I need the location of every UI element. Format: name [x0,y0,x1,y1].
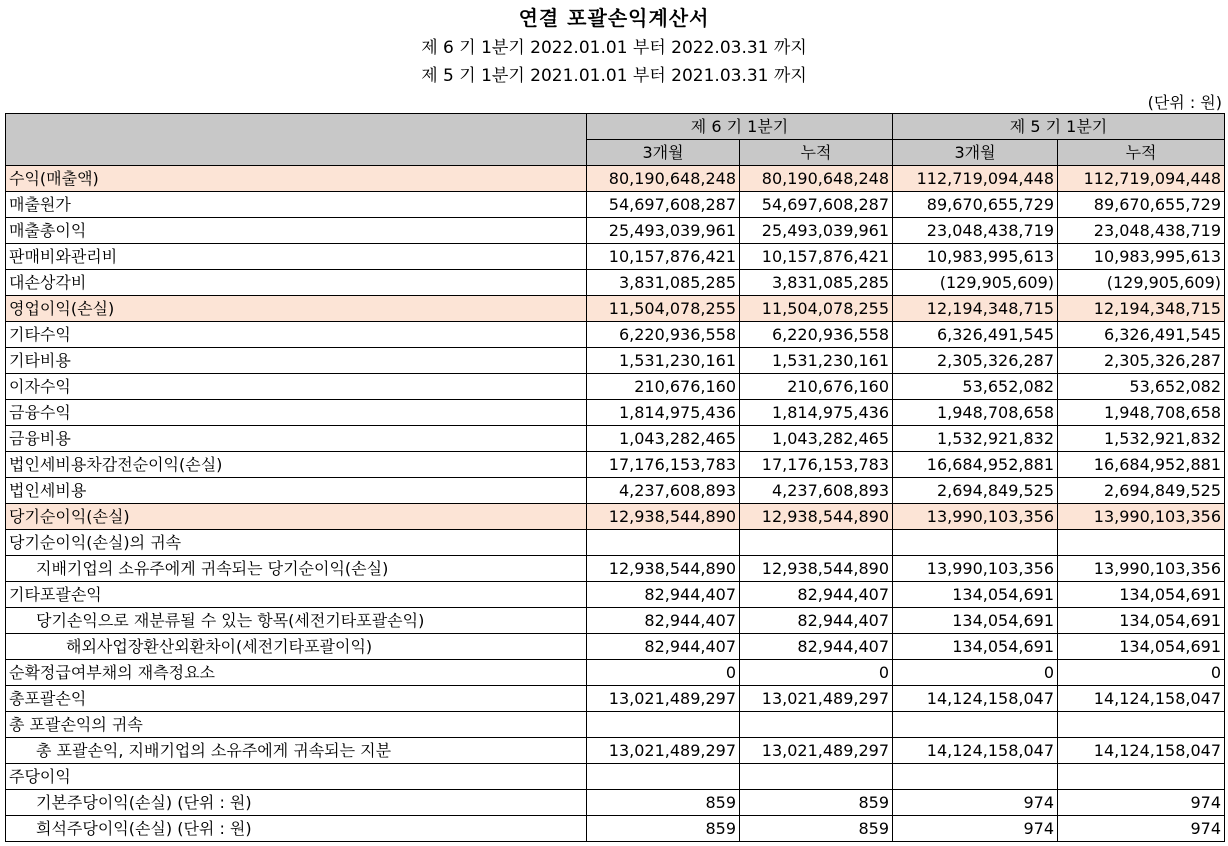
account-label: 순확정급여부채의 재측정요소 [6,660,587,686]
statement-title: 연결 포괄손익계산서 [518,6,710,30]
amount-cell [1058,712,1225,738]
amount-cell: 82,944,407 [587,582,740,608]
amount-cell: 2,305,326,287 [1058,348,1225,374]
income-statement-table [5,113,1225,842]
amount-cell: 13,021,489,297 [740,686,893,712]
amount-cell [740,530,893,556]
account-label: 수익(매출액) [6,166,587,192]
account-header-cell [6,114,587,166]
table-row [6,452,1225,478]
amount-cell: 134,054,691 [1058,582,1225,608]
amount-cell: 1,948,708,658 [893,400,1058,426]
unit-label: (단위 : 원) [1147,93,1222,112]
sub-header-prior-cum: 누적 [1058,140,1225,166]
amount-cell: 6,326,491,545 [893,322,1058,348]
amount-cell: 17,176,153,783 [587,452,740,478]
amount-cell: 134,054,691 [893,634,1058,660]
period-prior: 제 5 기 1분기 2021.01.01 부터 2021.03.31 까지 [421,66,807,86]
amount-cell: 17,176,153,783 [740,452,893,478]
amount-cell [587,712,740,738]
amount-cell: 0 [587,660,740,686]
amount-cell [893,712,1058,738]
amount-cell: 25,493,039,961 [740,218,893,244]
amount-cell: 10,157,876,421 [587,244,740,270]
amount-cell: 89,670,655,729 [1058,192,1225,218]
amount-cell: (129,905,609) [1058,270,1225,296]
table-row [6,166,1225,192]
account-label: 매출원가 [6,192,587,218]
amount-cell: 112,719,094,448 [893,166,1058,192]
table-row [6,816,1225,842]
account-label: 당기순이익(손실) [6,504,587,530]
amount-cell: 53,652,082 [893,374,1058,400]
amount-cell: 134,054,691 [1058,608,1225,634]
amount-cell: 859 [740,790,893,816]
amount-cell: 13,990,103,356 [1058,556,1225,582]
account-label: 금융비용 [6,426,587,452]
table-row [6,660,1225,686]
amount-cell: 134,054,691 [893,582,1058,608]
account-label: 금융수익 [6,400,587,426]
amount-cell: 14,124,158,047 [893,686,1058,712]
amount-cell: 23,048,438,719 [1058,218,1225,244]
amount-cell [893,764,1058,790]
amount-cell: 12,938,544,890 [740,504,893,530]
amount-cell: 16,684,952,881 [1058,452,1225,478]
amount-cell: 1,043,282,465 [740,426,893,452]
account-label: 영업이익(손실) [6,296,587,322]
amount-cell: 82,944,407 [740,634,893,660]
amount-cell: 13,990,103,356 [893,556,1058,582]
amount-cell: 10,983,995,613 [893,244,1058,270]
amount-cell: 1,532,921,832 [893,426,1058,452]
amount-cell: 859 [587,790,740,816]
amount-cell: 13,021,489,297 [587,738,740,764]
amount-cell: 12,194,348,715 [1058,296,1225,322]
table-row [6,348,1225,374]
amount-cell: 10,983,995,613 [1058,244,1225,270]
table-row [6,218,1225,244]
amount-cell: 974 [893,816,1058,842]
amount-cell: 4,237,608,893 [740,478,893,504]
sub-header-prior-3m: 3개월 [893,140,1058,166]
account-label: 희석주당이익(손실) (단위 : 원) [6,816,587,842]
table-row [6,764,1225,790]
account-label: 지배기업의 소유주에게 귀속되는 당기순이익(손실) [6,556,587,582]
amount-cell: 210,676,160 [740,374,893,400]
amount-cell: 1,948,708,658 [1058,400,1225,426]
amount-cell: 4,237,608,893 [587,478,740,504]
amount-cell: 13,990,103,356 [1058,504,1225,530]
account-label: 총 포괄손익, 지배기업의 소유주에게 귀속되는 지분 [6,738,587,764]
amount-cell: 13,021,489,297 [740,738,893,764]
amount-cell: 134,054,691 [893,608,1058,634]
amount-cell: 80,190,648,248 [587,166,740,192]
amount-cell: 112,719,094,448 [1058,166,1225,192]
table-row [6,192,1225,218]
account-label: 기타포괄손익 [6,582,587,608]
account-label: 해외사업장환산외환차이(세전기타포괄이익) [6,634,587,660]
amount-cell [740,764,893,790]
amount-cell: 2,694,849,525 [1058,478,1225,504]
amount-cell: 12,938,544,890 [587,556,740,582]
table-row [6,296,1225,322]
table-row [6,244,1225,270]
amount-cell: 82,944,407 [740,608,893,634]
amount-cell: 80,190,648,248 [740,166,893,192]
amount-cell: 1,043,282,465 [587,426,740,452]
table-row [6,530,1225,556]
table-row [6,738,1225,764]
amount-cell: 10,157,876,421 [740,244,893,270]
amount-cell: 23,048,438,719 [893,218,1058,244]
amount-cell: 14,124,158,047 [1058,738,1225,764]
amount-cell: 974 [893,790,1058,816]
amount-cell: 974 [1058,790,1225,816]
account-label: 매출총이익 [6,218,587,244]
amount-cell: 1,531,230,161 [587,348,740,374]
sub-header-current-3m: 3개월 [587,140,740,166]
account-label: 기타수익 [6,322,587,348]
amount-cell: 859 [587,816,740,842]
amount-cell: (129,905,609) [893,270,1058,296]
amount-cell: 12,938,544,890 [740,556,893,582]
amount-cell: 53,652,082 [1058,374,1225,400]
amount-cell: 89,670,655,729 [893,192,1058,218]
amount-cell: 82,944,407 [587,634,740,660]
amount-cell: 974 [1058,816,1225,842]
amount-cell: 13,990,103,356 [893,504,1058,530]
amount-cell [587,530,740,556]
amount-cell: 14,124,158,047 [893,738,1058,764]
account-label: 법인세비용차감전순이익(손실) [6,452,587,478]
account-label: 당기순이익(손실)의 귀속 [6,530,587,556]
amount-cell: 6,220,936,558 [740,322,893,348]
amount-cell: 13,021,489,297 [587,686,740,712]
amount-cell: 1,532,921,832 [1058,426,1225,452]
table-row [6,712,1225,738]
amount-cell [1058,530,1225,556]
account-label: 총포괄손익 [6,686,587,712]
account-label: 기타비용 [6,348,587,374]
table-row [6,504,1225,530]
group-header-row [6,114,1225,140]
table-row [6,582,1225,608]
account-label: 판매비와관리비 [6,244,587,270]
table-row [6,374,1225,400]
amount-cell: 859 [740,816,893,842]
amount-cell: 54,697,608,287 [740,192,893,218]
amount-cell: 25,493,039,961 [587,218,740,244]
amount-cell: 1,814,975,436 [587,400,740,426]
amount-cell: 82,944,407 [740,582,893,608]
account-label: 기본주당이익(손실) (단위 : 원) [6,790,587,816]
amount-cell: 6,326,491,545 [1058,322,1225,348]
amount-cell: 2,694,849,525 [893,478,1058,504]
table-row [6,790,1225,816]
amount-cell: 11,504,078,255 [740,296,893,322]
table-row [6,478,1225,504]
amount-cell: 11,504,078,255 [587,296,740,322]
amount-cell: 0 [893,660,1058,686]
table-row [6,608,1225,634]
account-label: 법인세비용 [6,478,587,504]
account-label: 주당이익 [6,764,587,790]
amount-cell: 6,220,936,558 [587,322,740,348]
amount-cell [587,764,740,790]
amount-cell: 12,194,348,715 [893,296,1058,322]
table-row [6,322,1225,348]
amount-cell [1058,764,1225,790]
amount-cell: 1,814,975,436 [740,400,893,426]
sub-header-current-cum: 누적 [740,140,893,166]
amount-cell: 16,684,952,881 [893,452,1058,478]
amount-cell: 134,054,691 [1058,634,1225,660]
account-label: 당기손익으로 재분류될 수 있는 항목(세전기타포괄손익) [6,608,587,634]
amount-cell: 54,697,608,287 [587,192,740,218]
amount-cell: 12,938,544,890 [587,504,740,530]
group-header-prior: 제 5 기 1분기 [893,114,1225,140]
table-row [6,426,1225,452]
table-row [6,270,1225,296]
amount-cell: 0 [740,660,893,686]
period-current: 제 6 기 1분기 2022.01.01 부터 2022.03.31 까지 [421,38,807,58]
table-row [6,634,1225,660]
group-header-current: 제 6 기 1분기 [587,114,893,140]
account-label: 이자수익 [6,374,587,400]
amount-cell: 3,831,085,285 [740,270,893,296]
amount-cell: 14,124,158,047 [1058,686,1225,712]
table-row [6,400,1225,426]
amount-cell [740,712,893,738]
table-row [6,686,1225,712]
account-label: 총 포괄손익의 귀속 [6,712,587,738]
amount-cell: 2,305,326,287 [893,348,1058,374]
amount-cell: 3,831,085,285 [587,270,740,296]
amount-cell: 0 [1058,660,1225,686]
amount-cell: 1,531,230,161 [740,348,893,374]
table-row [6,556,1225,582]
amount-cell [893,530,1058,556]
account-label: 대손상각비 [6,270,587,296]
amount-cell: 82,944,407 [587,608,740,634]
amount-cell: 210,676,160 [587,374,740,400]
